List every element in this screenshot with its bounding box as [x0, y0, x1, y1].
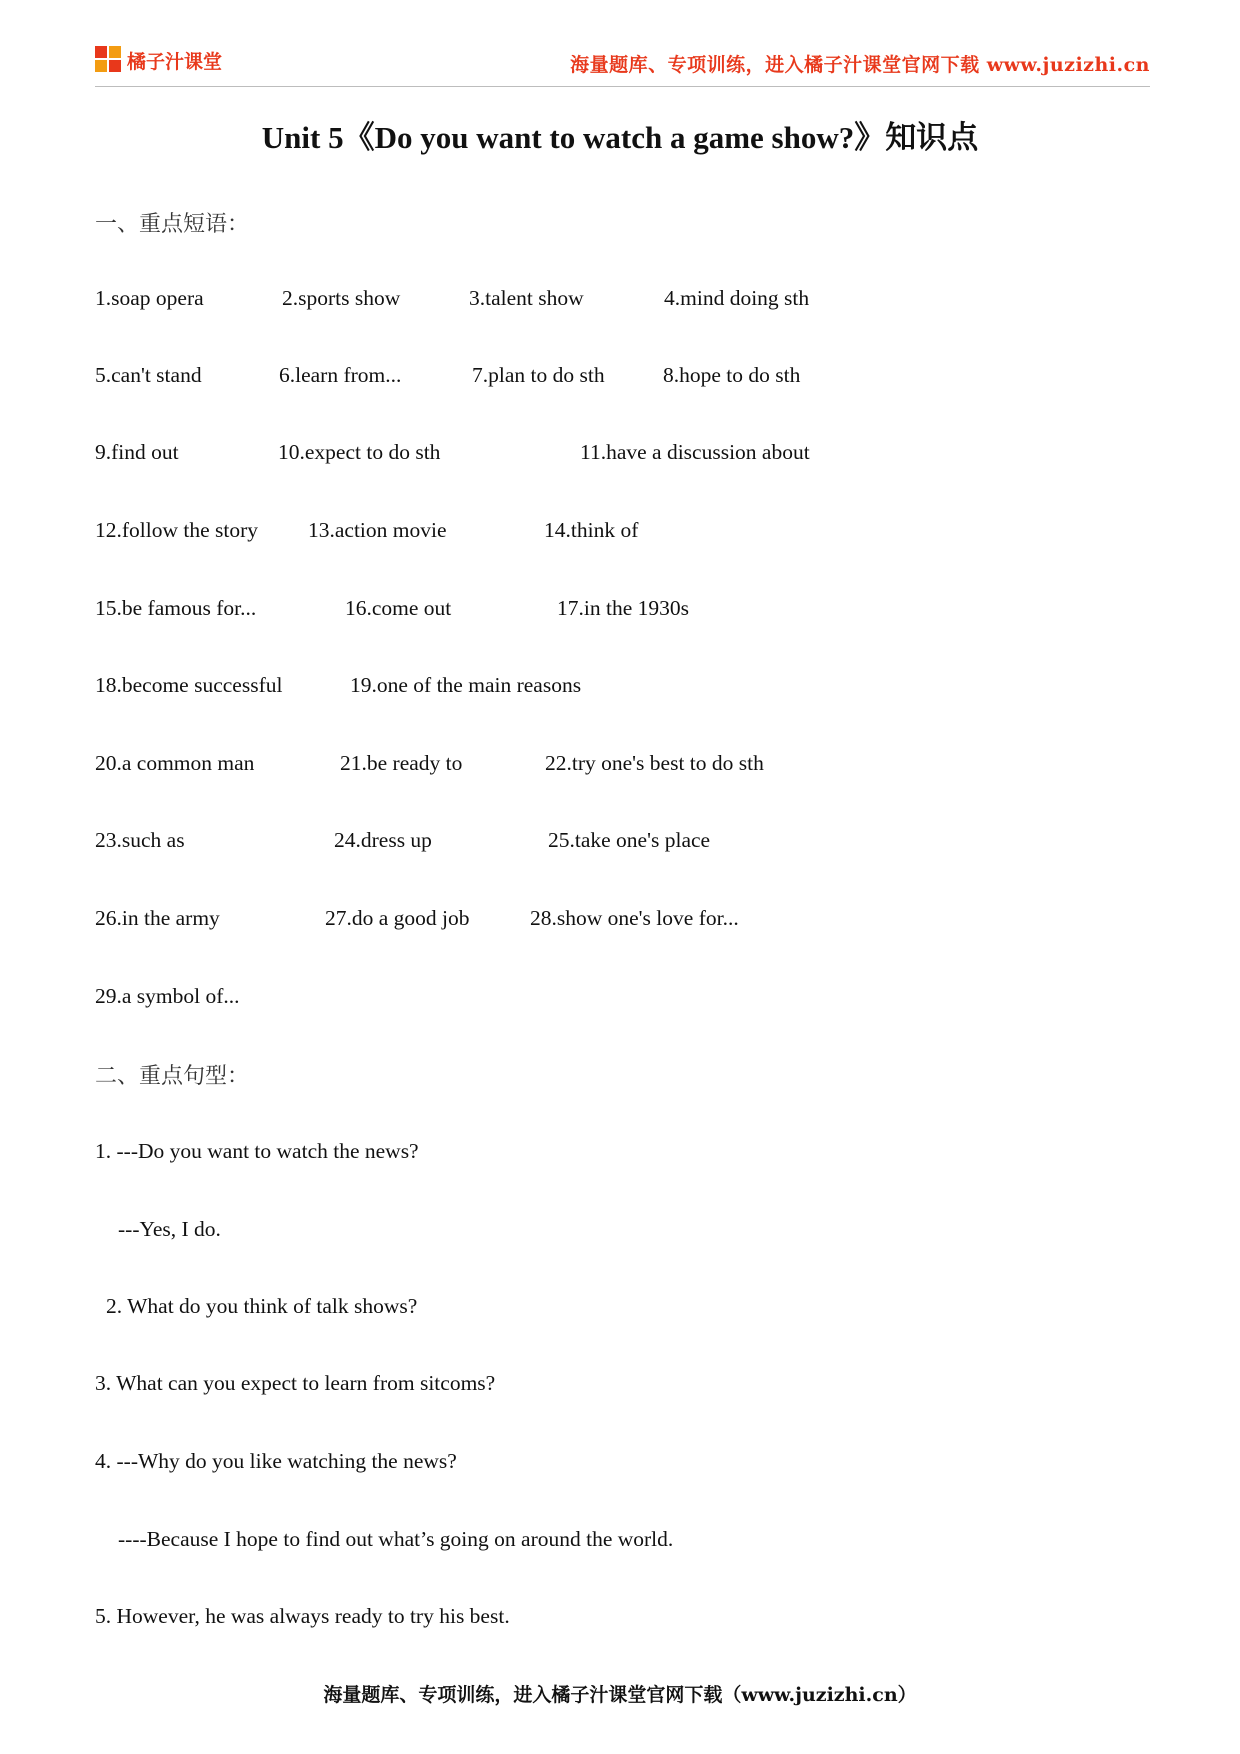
phrase-item: 9.find out	[95, 440, 179, 464]
phrase-item: 20.a common man	[95, 751, 255, 775]
phrase-item: 14.think of	[544, 518, 639, 542]
phrase-item: 19.one of the main reasons	[350, 673, 582, 697]
logo-text: 橘子汁课堂	[127, 50, 223, 73]
page-header	[95, 42, 1150, 87]
phrase-item: 28.show one's love for...	[530, 906, 739, 930]
phrase-item: 8.hope to do sth	[663, 363, 801, 387]
phrase-item: 1.soap opera	[95, 286, 204, 310]
phrase-item: 29.a symbol of...	[95, 984, 240, 1008]
phrase-item: 21.be ready to	[340, 751, 463, 775]
phrase-item: 7.plan to do sth	[472, 363, 605, 387]
phrase-item: 3.talent show	[469, 286, 584, 310]
phrase-item: 18.become successful	[95, 673, 283, 697]
phrase-item: 24.dress up	[334, 828, 432, 852]
phrase-item: 12.follow the story	[95, 518, 259, 542]
phrase-item: 25.take one's place	[548, 828, 711, 852]
phrase-item: 16.come out	[345, 596, 452, 620]
phrase-item: 10.expect to do sth	[278, 440, 441, 464]
phrase-item: 17.in the 1930s	[557, 596, 689, 620]
sentence-item: 5. However, he was always ready to try his best.	[95, 1604, 510, 1628]
phrase-item: 15.be famous for...	[95, 596, 257, 620]
sentence-item: 3. What can you expect to learn from sitcoms?	[95, 1371, 496, 1395]
phrase-item: 27.do a good job	[325, 906, 470, 930]
phrase-item: 5.can't stand	[95, 363, 202, 387]
logo	[95, 46, 222, 74]
sentence-item: 4. ---Why do you like watching the news?	[95, 1449, 457, 1473]
phrase-item: 26.in the army	[95, 906, 220, 930]
phrase-item: 13.action movie	[308, 518, 447, 542]
phrase-item: 22.try one's best to do sth	[545, 751, 764, 775]
sentence-item: 1. ---Do you want to watch the news?	[95, 1139, 419, 1163]
phrase-item: 11.have a discussion about	[580, 440, 810, 464]
page-footer: 海量题库、专项训练，进入橘子汁课堂官网下载（www.juzizhi.cn）	[323, 1684, 917, 1706]
phrase-item: 2.sports show	[282, 286, 401, 310]
phrase-item: 23.such as	[95, 828, 185, 852]
section-heading-sentences: 二、重点句型：	[95, 1064, 250, 1089]
header-slogan: 海量题库、专项训练，进入橘子汁课堂官网下载 www.juzizhi.cn	[570, 54, 1150, 76]
document-title: Unit 5《Do you want to watch a game show?》知识点	[261, 120, 979, 155]
sentence-item: ----Because I hope to find out what’s going on around the world.	[118, 1527, 674, 1551]
sentence-item: 2. What do you think of talk shows?	[106, 1294, 418, 1318]
section-heading-phrases: 一、重点短语：	[95, 212, 250, 237]
logo-icon	[95, 46, 123, 74]
sentence-item: ---Yes, I do.	[118, 1217, 221, 1241]
phrase-item: 6.learn from...	[279, 363, 402, 387]
phrase-item: 4.mind doing sth	[664, 286, 810, 310]
